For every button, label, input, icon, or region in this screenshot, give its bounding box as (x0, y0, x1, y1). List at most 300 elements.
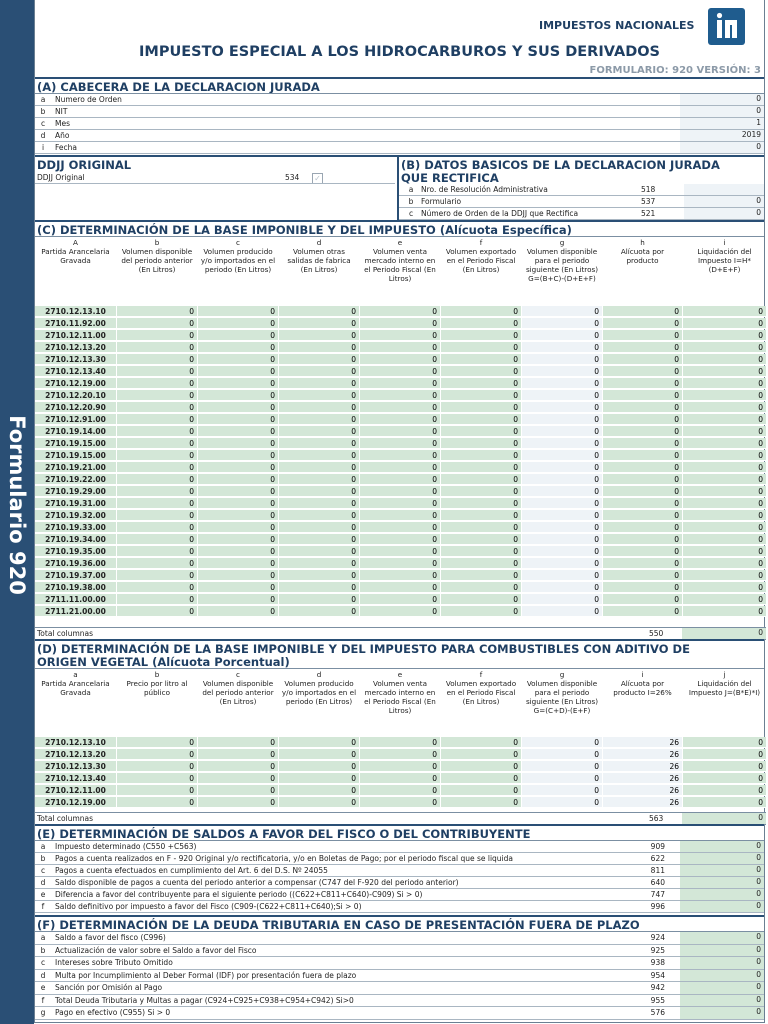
table-cell[interactable]: 0 (198, 546, 279, 557)
table-cell[interactable]: 0 (603, 474, 683, 485)
row-letter: c (408, 209, 414, 218)
table-cell[interactable]: 0 (603, 378, 683, 389)
table-cell[interactable]: 0 (603, 330, 683, 341)
tax-cell: 0 (683, 749, 767, 760)
table-cell[interactable]: 0 (279, 438, 360, 449)
table-cell[interactable]: 0 (360, 534, 441, 545)
table-cell[interactable]: 0 (360, 582, 441, 593)
row-value-input[interactable]: 0 (680, 982, 764, 994)
table-cell[interactable]: 0 (198, 486, 279, 497)
table-cell[interactable]: 0 (603, 450, 683, 461)
table-cell[interactable]: 0 (117, 318, 198, 329)
table-cell[interactable]: 0 (117, 378, 198, 389)
table-cell[interactable]: 0 (198, 378, 279, 389)
row-value-input[interactable] (684, 184, 764, 195)
table-cell[interactable]: 0 (198, 414, 279, 425)
tax-cell: 0 (683, 761, 767, 772)
table-cell[interactable]: 0 (441, 773, 522, 784)
table-cell[interactable]: 0 (603, 342, 683, 353)
table-cell[interactable]: 0 (198, 390, 279, 401)
row-letter: a (408, 185, 414, 194)
tax-cell: 0 (683, 330, 767, 341)
column-letter: d (316, 670, 322, 679)
table-cell[interactable]: 0 (279, 797, 360, 808)
table-cell[interactable]: 0 (360, 773, 441, 784)
table-cell[interactable]: 0 (441, 366, 522, 377)
table-cell[interactable]: 0 (441, 558, 522, 569)
row-label: Fecha (55, 143, 77, 152)
table-cell[interactable]: 0 (360, 354, 441, 365)
rate-cell: 26 (603, 785, 683, 796)
table-cell[interactable]: 0 (279, 582, 360, 593)
table-cell[interactable]: 0 (441, 785, 522, 796)
section-e-row (35, 841, 764, 853)
table-cell[interactable]: 0 (279, 761, 360, 772)
table-cell[interactable]: 0 (117, 522, 198, 533)
section-f-row (35, 932, 764, 945)
table-cell[interactable]: 0 (117, 594, 198, 605)
rate-cell: 26 (603, 749, 683, 760)
tariff-code: 2710.12.91.00 (35, 414, 117, 425)
table-cell[interactable]: 0 (441, 402, 522, 413)
table-cell[interactable]: 0 (360, 426, 441, 437)
table-cell[interactable]: 0 (441, 318, 522, 329)
row-value-input[interactable]: 0 (680, 945, 764, 957)
column-letter: c (236, 238, 240, 247)
column-letter: c (236, 670, 240, 679)
table-cell[interactable]: 0 (360, 462, 441, 473)
table-cell[interactable]: 0 (279, 606, 360, 617)
table-cell[interactable]: 0 (441, 737, 522, 748)
table-cell[interactable]: 0 (441, 390, 522, 401)
table-cell[interactable]: 0 (279, 426, 360, 437)
row-code: 811 (650, 866, 665, 875)
tax-cell: 0 (683, 474, 767, 485)
org-name: IMPUESTOS NACIONALES (539, 19, 695, 32)
table-row (35, 438, 766, 449)
table-cell[interactable]: 0 (279, 558, 360, 569)
table-cell[interactable]: 0 (198, 318, 279, 329)
ddjj-title: DDJJ ORIGINAL (37, 158, 132, 172)
table-cell[interactable]: 0 (117, 737, 198, 748)
section-f-title: (F) DETERMINACIÓN DE LA DEUDA TRIBUTARIA EN CASO DE PRESENTACIÓN FUERA DE PLAZO (37, 918, 640, 932)
table-cell[interactable]: 0 (198, 510, 279, 521)
table-cell[interactable]: 0 (360, 366, 441, 377)
table-cell[interactable]: 0 (603, 438, 683, 449)
table-cell[interactable]: 0 (198, 498, 279, 509)
table-cell[interactable]: 0 (441, 426, 522, 437)
section-e-row (35, 877, 764, 889)
table-cell[interactable]: 0 (198, 749, 279, 760)
table-cell[interactable]: 0 (117, 426, 198, 437)
table-cell[interactable]: 0 (198, 594, 279, 605)
section-d-total-value[interactable]: 0 (682, 813, 766, 824)
table-cell[interactable]: 0 (279, 342, 360, 353)
table-cell[interactable]: 0 (117, 749, 198, 760)
row-label: Intereses sobre Tributo Omitido (55, 958, 173, 967)
table-cell[interactable]: 0 (279, 414, 360, 425)
table-cell[interactable]: 0 (117, 366, 198, 377)
table-cell[interactable]: 0 (117, 498, 198, 509)
tax-cell: 0 (683, 737, 767, 748)
row-value-input[interactable]: 0 (680, 889, 764, 900)
table-row (35, 761, 766, 772)
table-cell[interactable]: 0 (360, 306, 441, 317)
table-cell[interactable]: 0 (117, 558, 198, 569)
table-cell[interactable]: 0 (279, 773, 360, 784)
table-cell[interactable]: 0 (603, 462, 683, 473)
table-row (35, 558, 766, 569)
table-cell[interactable]: 0 (279, 534, 360, 545)
table-cell[interactable]: 0 (360, 498, 441, 509)
column-letter: i (641, 670, 644, 679)
table-cell[interactable]: 0 (360, 318, 441, 329)
table-cell[interactable]: 0 (603, 402, 683, 413)
section-e-row (35, 853, 764, 865)
table-cell[interactable]: 0 (603, 354, 683, 365)
table-cell[interactable]: 0 (603, 414, 683, 425)
table-cell[interactable]: 0 (198, 773, 279, 784)
table-cell[interactable]: 0 (441, 749, 522, 760)
tax-cell: 0 (683, 342, 767, 353)
table-cell[interactable]: 0 (117, 342, 198, 353)
table-cell[interactable]: 0 (360, 486, 441, 497)
table-cell[interactable]: 0 (441, 797, 522, 808)
table-row (35, 737, 766, 748)
table-cell[interactable]: 0 (198, 737, 279, 748)
section-c-total-value[interactable]: 0 (682, 628, 766, 639)
computed-cell: 0 (522, 402, 603, 413)
table-cell[interactable]: 0 (279, 546, 360, 557)
table-cell[interactable]: 0 (603, 510, 683, 521)
table-cell[interactable]: 0 (441, 522, 522, 533)
tax-cell: 0 (683, 414, 767, 425)
column-letter: A (73, 238, 78, 247)
table-cell[interactable]: 0 (279, 486, 360, 497)
table-row (35, 773, 766, 784)
table-cell[interactable]: 0 (117, 797, 198, 808)
row-label: Saldo a favor del fisco (C996) (55, 933, 166, 942)
table-cell[interactable]: 0 (360, 438, 441, 449)
row-code: 925 (650, 945, 665, 955)
table-row (35, 462, 766, 473)
computed-cell: 0 (522, 582, 603, 593)
table-cell[interactable]: 0 (117, 773, 198, 784)
table-cell[interactable]: 0 (198, 462, 279, 473)
column-header: Volumen disponible para el periodo siguiente (En Litros) G=(C+D)-(E+F) (525, 679, 599, 715)
table-cell[interactable]: 0 (441, 450, 522, 461)
table-cell[interactable]: 0 (279, 450, 360, 461)
table-cell[interactable]: 0 (360, 510, 441, 521)
table-cell[interactable]: 0 (198, 402, 279, 413)
table-cell[interactable]: 0 (279, 390, 360, 401)
ddjj-checkbox[interactable]: ✓ (312, 173, 323, 184)
row-code: 955 (650, 995, 665, 1005)
table-cell[interactable]: 0 (441, 546, 522, 557)
table-cell[interactable]: 0 (117, 534, 198, 545)
table-cell[interactable]: 0 (117, 785, 198, 796)
table-cell[interactable]: 0 (117, 510, 198, 521)
table-cell[interactable]: 0 (441, 438, 522, 449)
row-code: 640 (650, 878, 665, 887)
table-cell[interactable]: 0 (603, 426, 683, 437)
table-cell[interactable]: 0 (603, 306, 683, 317)
table-cell[interactable]: 0 (603, 390, 683, 401)
table-cell[interactable]: 0 (279, 366, 360, 377)
row-value-input[interactable]: 0 (680, 94, 764, 105)
table-cell[interactable]: 0 (198, 474, 279, 485)
tax-cell: 0 (683, 366, 767, 377)
table-cell[interactable]: 0 (117, 546, 198, 557)
row-value-input[interactable]: 0 (680, 142, 764, 153)
table-cell[interactable]: 0 (117, 414, 198, 425)
table-cell[interactable]: 0 (198, 761, 279, 772)
table-cell[interactable]: 0 (441, 534, 522, 545)
column-header: Alícuota por producto I=26% (613, 679, 672, 697)
table-cell[interactable]: 0 (360, 474, 441, 485)
table-cell[interactable]: 0 (441, 330, 522, 341)
tax-cell: 0 (683, 378, 767, 389)
computed-cell: 0 (522, 474, 603, 485)
computed-cell: 0 (522, 546, 603, 557)
table-cell[interactable]: 0 (441, 510, 522, 521)
table-cell[interactable]: 0 (117, 390, 198, 401)
tax-cell: 0 (683, 462, 767, 473)
table-cell[interactable]: 0 (360, 522, 441, 533)
computed-cell: 0 (522, 510, 603, 521)
table-cell[interactable]: 0 (117, 486, 198, 497)
table-cell[interactable]: 0 (117, 330, 198, 341)
table-cell[interactable]: 0 (117, 570, 198, 581)
tariff-code: 2710.12.11.00 (35, 785, 117, 796)
row-label: Pagos a cuenta realizados en F - 920 Original y/o rectificatoria, y/o en Boletas de Pago; por el periodo fiscal que se liquida (55, 854, 514, 863)
table-cell[interactable]: 0 (441, 414, 522, 425)
table-cell[interactable]: 0 (198, 366, 279, 377)
table-row (35, 306, 766, 317)
computed-cell: 0 (522, 462, 603, 473)
table-row (35, 749, 766, 760)
table-cell[interactable]: 0 (279, 330, 360, 341)
table-cell[interactable]: 0 (198, 354, 279, 365)
table-cell[interactable]: 0 (198, 534, 279, 545)
tariff-code: 2710.12.13.30 (35, 354, 117, 365)
table-cell[interactable]: 0 (198, 570, 279, 581)
table-cell[interactable]: 0 (279, 402, 360, 413)
table-cell[interactable]: 0 (360, 378, 441, 389)
section-e-row (35, 889, 764, 901)
section-e-row (35, 901, 764, 913)
table-cell[interactable]: 0 (603, 546, 683, 557)
computed-cell: 0 (522, 414, 603, 425)
table-cell[interactable]: 0 (360, 570, 441, 581)
table-cell[interactable]: 0 (117, 402, 198, 413)
table-cell[interactable]: 0 (603, 534, 683, 545)
tariff-code: 2710.11.92.00 (35, 318, 117, 329)
table-row (35, 486, 766, 497)
table-cell[interactable]: 0 (279, 570, 360, 581)
table-cell[interactable]: 0 (603, 522, 683, 533)
table-cell[interactable]: 0 (603, 498, 683, 509)
row-letter: e (40, 983, 46, 992)
column-header: Partida Arancelaria Gravada (41, 679, 110, 697)
table-cell[interactable]: 0 (198, 606, 279, 617)
table-cell[interactable]: 0 (117, 438, 198, 449)
column-header: Volumen venta mercado interno en el Periodo Fiscal (En Litros) (364, 679, 436, 715)
table-cell[interactable]: 0 (279, 354, 360, 365)
table-cell[interactable]: 0 (198, 306, 279, 317)
row-letter: a (40, 933, 46, 942)
row-code: 909 (650, 842, 665, 851)
row-value-input[interactable]: 0 (680, 877, 764, 888)
table-cell[interactable]: 0 (603, 582, 683, 593)
section-f-row (35, 957, 764, 970)
table-cell[interactable]: 0 (117, 462, 198, 473)
table-cell[interactable]: 0 (441, 570, 522, 581)
table-cell[interactable]: 0 (279, 510, 360, 521)
table-row (35, 426, 766, 437)
row-value-input[interactable]: 0 (680, 995, 764, 1007)
row-label: Sanción por Omisión al Pago (55, 983, 163, 992)
table-cell[interactable]: 0 (117, 606, 198, 617)
table-cell[interactable]: 0 (117, 450, 198, 461)
column-header: Alícuota por producto (620, 247, 665, 265)
table-cell[interactable]: 0 (441, 462, 522, 473)
computed-cell: 0 (522, 773, 603, 784)
table-cell[interactable]: 0 (441, 342, 522, 353)
tax-cell: 0 (683, 426, 767, 437)
table-cell[interactable]: 0 (360, 414, 441, 425)
row-value-input[interactable]: 0 (680, 932, 764, 944)
table-cell[interactable]: 0 (117, 306, 198, 317)
section-f-row (35, 970, 764, 983)
table-cell[interactable]: 0 (360, 450, 441, 461)
column-header: Liquidación del Impuesto I=H*(D+E+F) (697, 247, 752, 274)
row-value-input[interactable]: 0 (680, 853, 764, 864)
table-cell[interactable]: 0 (360, 330, 441, 341)
row-value-input[interactable]: 0 (684, 196, 764, 207)
table-cell[interactable]: 0 (279, 785, 360, 796)
tax-cell: 0 (683, 318, 767, 329)
table-cell[interactable]: 0 (198, 785, 279, 796)
table-cell[interactable]: 0 (198, 450, 279, 461)
table-cell[interactable]: 0 (198, 330, 279, 341)
section-e-title: (E) DETERMINACIÓN DE SALDOS A FAVOR DEL FISCO O DEL CONTRIBUYENTE (37, 827, 531, 841)
table-cell[interactable]: 0 (198, 558, 279, 569)
table-cell[interactable]: 0 (441, 582, 522, 593)
table-cell[interactable]: 0 (198, 522, 279, 533)
table-cell[interactable]: 0 (198, 582, 279, 593)
table-cell[interactable]: 0 (360, 594, 441, 605)
table-cell[interactable]: 0 (441, 761, 522, 772)
table-cell[interactable]: 0 (279, 522, 360, 533)
row-value-input[interactable]: 0 (684, 208, 764, 219)
row-value-input[interactable]: 0 (680, 1007, 764, 1019)
table-cell[interactable]: 0 (279, 737, 360, 748)
table-cell[interactable]: 0 (360, 402, 441, 413)
column-header: Volumen disponible del periodo anterior (En Litros) (121, 247, 193, 274)
row-value-input[interactable]: 0 (680, 901, 764, 912)
table-cell[interactable]: 0 (360, 785, 441, 796)
row-value-input[interactable]: 0 (680, 106, 764, 117)
table-cell[interactable]: 0 (279, 378, 360, 389)
table-cell[interactable]: 0 (117, 474, 198, 485)
table-cell[interactable]: 0 (441, 486, 522, 497)
table-cell[interactable]: 0 (117, 582, 198, 593)
row-letter: b (40, 107, 46, 116)
row-value-input[interactable]: 0 (680, 841, 764, 852)
table-row (35, 318, 766, 329)
table-cell[interactable]: 0 (360, 749, 441, 760)
table-cell[interactable]: 0 (279, 594, 360, 605)
table-cell[interactable]: 0 (441, 606, 522, 617)
table-cell[interactable]: 0 (360, 761, 441, 772)
table-cell[interactable]: 0 (441, 498, 522, 509)
table-cell[interactable]: 0 (279, 306, 360, 317)
table-cell[interactable]: 0 (441, 594, 522, 605)
row-label: Diferencia a favor del contribuyente para el siguiente periodo ((C622+C811+C640)-C909) Si > 0) (55, 890, 423, 899)
tariff-code: 2710.19.22.00 (35, 474, 117, 485)
table-cell[interactable]: 0 (117, 761, 198, 772)
section-f-row (35, 1007, 764, 1020)
table-cell[interactable]: 0 (279, 498, 360, 509)
row-value-input[interactable]: 0 (680, 865, 764, 876)
table-cell[interactable]: 0 (603, 606, 683, 617)
section-d-title-2: ORIGEN VEGETAL (Alícuota Porcentual) (37, 655, 290, 669)
table-cell[interactable]: 0 (279, 318, 360, 329)
table-cell[interactable]: 0 (279, 462, 360, 473)
table-cell[interactable]: 0 (279, 474, 360, 485)
table-cell[interactable]: 0 (360, 390, 441, 401)
table-cell[interactable]: 0 (198, 342, 279, 353)
row-label: Mes (55, 119, 70, 128)
table-cell[interactable]: 0 (360, 737, 441, 748)
table-cell[interactable]: 0 (360, 342, 441, 353)
table-cell[interactable]: 0 (360, 546, 441, 557)
section-d-title-1: (D) DETERMINACIÓN DE LA BASE IMPONIBLE Y DEL IMPUESTO PARA COMBUSTIBLES CON ADITIVO DE (37, 642, 690, 656)
table-cell[interactable]: 0 (603, 486, 683, 497)
table-cell[interactable]: 0 (441, 306, 522, 317)
table-cell[interactable]: 0 (117, 354, 198, 365)
table-cell[interactable]: 0 (198, 797, 279, 808)
table-cell[interactable]: 0 (198, 438, 279, 449)
row-value-input[interactable]: 0 (680, 957, 764, 969)
tax-cell: 0 (683, 306, 767, 317)
table-cell[interactable]: 0 (360, 558, 441, 569)
column-header: Volumen exportado en el Periodo Fiscal (En Litros) (445, 247, 517, 274)
table-cell[interactable]: 0 (603, 366, 683, 377)
computed-cell: 0 (522, 558, 603, 569)
column-header: Volumen producido y/o importados en el periodo (En Litros) (281, 679, 357, 706)
table-cell[interactable]: 0 (279, 749, 360, 760)
table-cell[interactable]: 0 (603, 570, 683, 581)
table-cell[interactable]: 0 (441, 378, 522, 389)
table-cell[interactable]: 0 (198, 426, 279, 437)
computed-cell: 0 (522, 570, 603, 581)
row-value-input[interactable]: 0 (680, 970, 764, 982)
row-code: 576 (650, 1008, 665, 1017)
table-cell[interactable]: 0 (360, 606, 441, 617)
row-value-input[interactable]: 1 (680, 118, 764, 129)
table-cell[interactable]: 0 (441, 474, 522, 485)
table-cell[interactable]: 0 (603, 558, 683, 569)
table-cell[interactable]: 0 (603, 594, 683, 605)
tariff-code: 2710.12.13.40 (35, 366, 117, 377)
table-cell[interactable]: 0 (360, 797, 441, 808)
table-cell[interactable]: 0 (441, 354, 522, 365)
row-value-input[interactable]: 2019 (680, 130, 764, 141)
row-label: Saldo disponible de pagos a cuenta del periodo anterior a compensar (C747 del F-920 del periodo anterior) (55, 878, 459, 887)
table-cell[interactable]: 0 (603, 318, 683, 329)
